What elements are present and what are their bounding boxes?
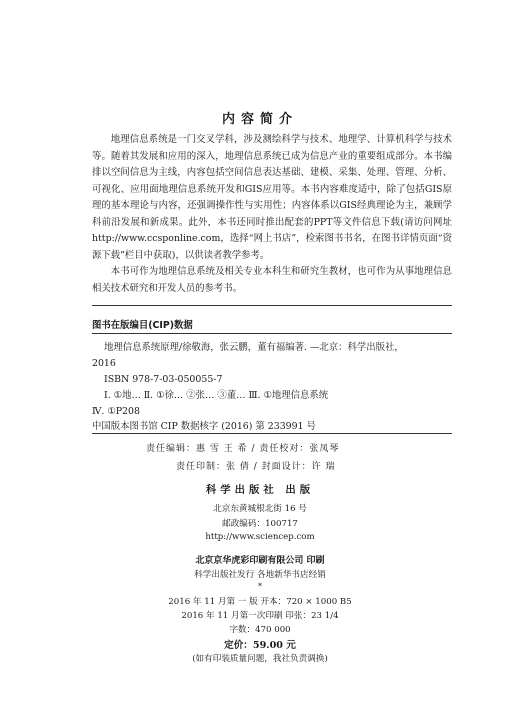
summary-paragraph-2: 本书可作为地理信息系统及相关专业本科生和研究生教材，也可作为从事地理信息相关技术研究和开发人员的参考书。 [92,266,452,294]
summary-paragraph-1: 地理信息系统是一门交叉学科，涉及测绘科学与技术、地理学、计算机科学与技术等。随着其发展和应用的深入，地理信息系统已成为信息产业的重要组成部分。本书编排以空间信息为主线，内容包括空间信息表达基础、建模、采集、处理、管理、分析、可视化、应用面地理信息系统开发和GIS应用等。本书内容难度适中，除了包括GIS原理的基本理论与内容，还强调操作性与实用性；内容体系以GIS经典理论为主，兼顾学科前沿发展和新成果。此外，本书还同时推出配套的PPT等文件信息下载(请访问网址http://www.ccsponline.com，选择“网上书店”，检索图书书名，在图书详情页面“资源下载”栏目中获取)，以供读者教学参考。 [92,134,452,261]
publisher-name: 科学出版社 出版 [205,484,315,496]
printer: 北京京华虎彩印刷有限公司 印刷 [195,556,325,566]
credits-production: 责任印制：张 倩 / 封面设计：许 瑞 [176,462,336,472]
section-divider-top [92,305,452,306]
cip-record [92,340,452,420]
price: 定价：59.00 元 [224,640,296,651]
publisher-postcode: 邮政编码：100717 [222,519,298,529]
cip-classification: Ⅳ. ①P208 [92,406,140,417]
section-divider-bottom [92,433,452,434]
summary-text [92,132,452,297]
cip-record-line: 地理信息系统原理/徐敬海，张云鹏，董有福编著. —北京：科学出版社， [104,342,404,353]
cip-subjects: Ⅰ. ①地… Ⅱ. ①徐… ②张… ③董… Ⅲ. ①地理信息系统 [104,390,329,401]
edition-info: 2016 年 11 月第 一 版 开本：720 × 1000 B5 [168,597,352,607]
summary-title: 内容简介 [221,112,298,127]
cip-heading: 图书在版编目(CIP)数据 [92,320,193,331]
cip-isbn: ISBN 978-7-03-050055-7 [104,374,223,385]
credits-editors: 责任编辑：惠 雪 王 希 / 责任校对：张凤琴 [146,444,340,454]
cip-record-year: 2016 [92,358,116,369]
word-count: 字数：470 000 [229,625,291,635]
quality-note: (如有印装质量问题，我社负责调换) [192,654,328,664]
publisher-website: http://www.sciencep.com [205,532,315,542]
distributor: 科学出版社发行 各地新华书店经销 [194,570,326,580]
cip-heading-divider [92,333,452,334]
publisher-address: 北京东黄城根北街 16 号 [213,504,307,514]
separator-star: * [258,582,262,591]
cip-number: 中国版本图书馆 CIP 数据核字 (2016) 第 233991 号 [92,421,316,432]
impression-info: 2016 年 11 月第一次印刷 印张：23 1/4 [181,611,339,621]
